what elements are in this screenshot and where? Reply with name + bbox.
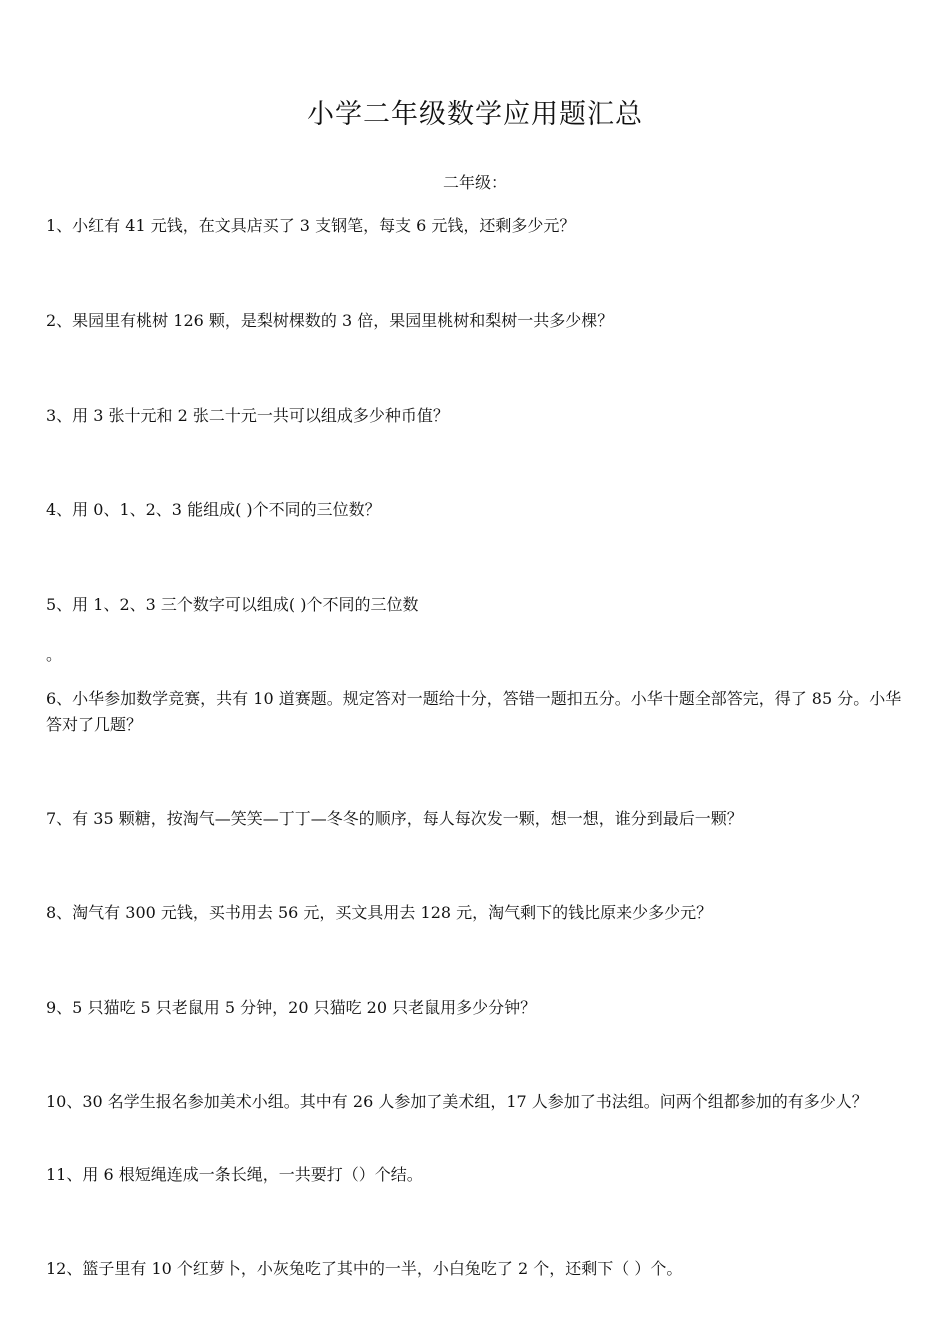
question-7: 7、有 35 颗糖，按淘气—笑笑—丁丁—冬冬的顺序，每人每次发一颗，想一想，谁分到最后一颗？ [46,809,743,828]
question-1: 1、小红有 41 元钱，在文具店买了 3 支钢笔，每支 6 元钱，还剩多少元？ [46,216,576,235]
page-title: 小学二年级数学应用题汇总 [307,99,643,130]
stray-period: 。 [46,645,63,664]
question-8: 8、淘气有 300 元钱，买书用去 56 元，买文具用去 128 元，淘气剩下的钱比原来少多少元？ [46,903,713,922]
question-10: 10、30 名学生报名参加美术小组。其中有 26 人参加了美术组，17 人参加了书法组。问两个组都参加的有多少人？ [46,1092,868,1111]
grade-subtitle: 二年级： [442,173,507,192]
question-12: 12、篮子里有 10 个红萝卜，小灰兔吃了其中的一半，小白兔吃了 2 个，还剩下（ ）个。 [46,1259,683,1278]
question-2: 2、果园里有桃树 126 颗，是梨树棵数的 3 倍，果园里桃树和梨树一共多少棵？ [46,311,614,330]
question-4: 4、用 0、1、2、3 能组成( )个不同的三位数？ [46,500,381,519]
question-6: 6、小华参加数学竞赛，共有 10 道赛题。规定答对一题给十分，答错一题扣五分。小华十题全部答完，得了 85 分。小华答对了几题？ [46,689,902,734]
question-11: 11、用 6 根短绳连成一条长绳，一共要打（）个结。 [46,1165,423,1184]
question-3: 3、用 3 张十元和 2 张二十元一共可以组成多少种币值？ [46,406,449,425]
question-9: 9、5 只猫吃 5 只老鼠用 5 分钟，20 只猫吃 20 只老鼠用多少分钟？ [46,998,537,1017]
question-5: 5、用 1、2、3 三个数字可以组成( )个不同的三位数 [46,595,419,614]
